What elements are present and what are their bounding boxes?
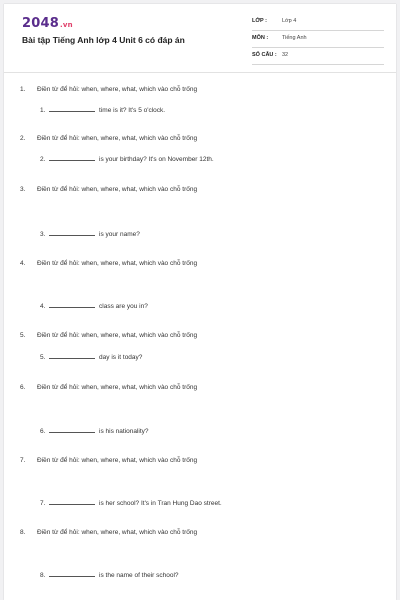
question-number: 7. xyxy=(20,457,26,464)
meta-value: Lớp 4 xyxy=(282,18,297,24)
question-sentence xyxy=(40,352,142,361)
item-number: 5. xyxy=(40,354,46,361)
sentence-text: is your birthday? It's on November 12th. xyxy=(99,156,214,163)
item-number: 6. xyxy=(40,428,46,435)
question-sentence xyxy=(40,301,148,310)
worksheet-page xyxy=(4,4,396,600)
logo-suffix: .vn xyxy=(59,21,73,29)
sentence-text: is the name of their school? xyxy=(99,572,179,579)
question-number: 5. xyxy=(20,332,26,339)
item-number: 8. xyxy=(40,572,46,579)
question-instruction xyxy=(20,384,197,391)
meta-value: Tiếng Anh xyxy=(282,35,307,41)
question-sentence xyxy=(40,570,179,579)
sentence-text: time is it? It's 5 o'clock. xyxy=(99,107,166,114)
question-instruction xyxy=(20,260,197,267)
instruction-text: Điền từ để hỏi: when, where, what, which vào chỗ trống xyxy=(37,86,198,93)
meta-value: 32 xyxy=(282,52,289,58)
item-number: 1. xyxy=(40,107,46,114)
question-instruction xyxy=(20,86,197,93)
answer-blank[interactable] xyxy=(49,352,95,359)
meta-row-class xyxy=(252,16,384,31)
meta-label: SỐ CÂU : xyxy=(252,52,277,58)
answer-blank[interactable] xyxy=(49,426,95,433)
worksheet-title: Bài tập Tiếng Anh lớp 4 Unit 6 có đáp án xyxy=(22,35,185,45)
question-number: 1. xyxy=(20,86,26,93)
meta-label: MÔN : xyxy=(252,35,269,41)
question-number: 4. xyxy=(20,260,26,267)
logo-main: 2048 xyxy=(22,16,59,31)
question-number: 8. xyxy=(20,529,26,536)
sentence-text: class are you in? xyxy=(99,303,148,310)
instruction-text: Điền từ để hỏi: when, where, what, which vào chỗ trống xyxy=(37,186,198,193)
worksheet-meta xyxy=(252,16,384,67)
question-number: 6. xyxy=(20,384,26,391)
site-logo[interactable] xyxy=(22,16,73,31)
instruction-text: Điền từ để hỏi: when, where, what, which vào chỗ trống xyxy=(37,332,198,339)
answer-blank[interactable] xyxy=(49,229,95,236)
item-number: 4. xyxy=(40,303,46,310)
question-number: 3. xyxy=(20,186,26,193)
instruction-text: Điền từ để hỏi: when, where, what, which vào chỗ trống xyxy=(37,260,198,267)
meta-row-count xyxy=(252,50,384,65)
meta-row-subject xyxy=(252,33,384,48)
question-sentence xyxy=(40,105,165,114)
answer-blank[interactable] xyxy=(49,498,95,505)
item-number: 2. xyxy=(40,156,46,163)
answer-blank[interactable] xyxy=(49,105,95,112)
instruction-text: Điền từ để hỏi: when, where, what, which vào chỗ trống xyxy=(37,529,198,536)
header-divider xyxy=(4,72,396,73)
sentence-text: is her school? It's in Tran Hung Dao street. xyxy=(99,500,222,507)
question-instruction xyxy=(20,457,197,464)
instruction-text: Điền từ để hỏi: when, where, what, which vào chỗ trống xyxy=(37,384,198,391)
item-number: 3. xyxy=(40,231,46,238)
instruction-text: Điền từ để hỏi: when, where, what, which vào chỗ trống xyxy=(37,135,198,142)
item-number: 7. xyxy=(40,500,46,507)
answer-blank[interactable] xyxy=(49,570,95,577)
question-sentence xyxy=(40,154,214,163)
question-sentence xyxy=(40,229,140,238)
sentence-text: is his nationality? xyxy=(99,428,149,435)
question-number: 2. xyxy=(20,135,26,142)
answer-blank[interactable] xyxy=(49,154,95,161)
question-sentence xyxy=(40,426,149,435)
question-sentence xyxy=(40,498,222,507)
answer-blank[interactable] xyxy=(49,301,95,308)
question-instruction xyxy=(20,135,197,142)
sentence-text: day is it today? xyxy=(99,354,143,361)
meta-label: LỚP : xyxy=(252,18,267,24)
question-instruction xyxy=(20,529,197,536)
sentence-text: is your name? xyxy=(99,231,140,238)
instruction-text: Điền từ để hỏi: when, where, what, which vào chỗ trống xyxy=(37,457,198,464)
question-instruction xyxy=(20,186,197,193)
question-instruction xyxy=(20,332,197,339)
worksheet-header xyxy=(4,4,396,70)
